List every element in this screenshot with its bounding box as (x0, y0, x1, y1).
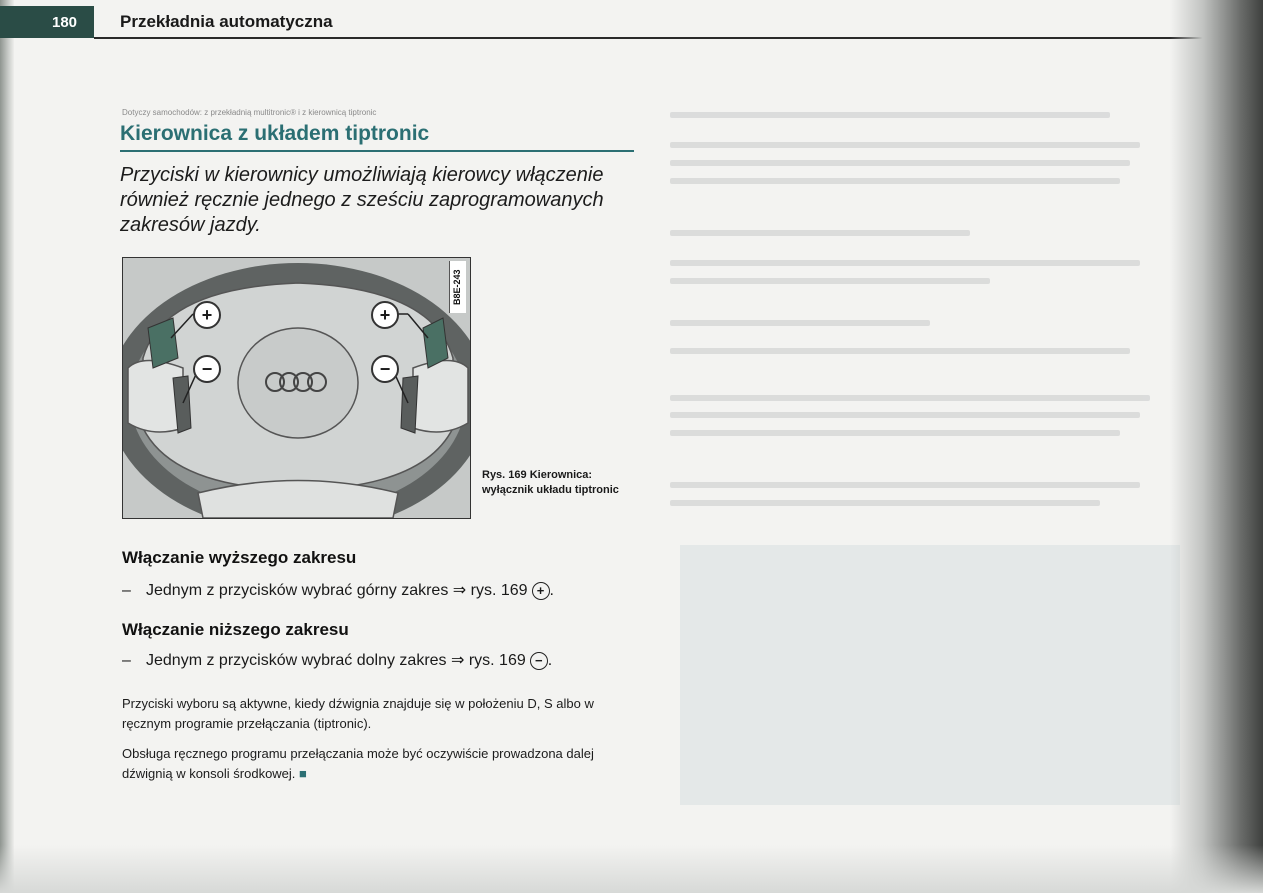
page-number: 180 (52, 14, 78, 31)
plus-symbol-icon: + (532, 582, 550, 600)
page-binding-shadow (0, 0, 14, 893)
downshift-step-text: Jednym z przycisków wybrać dolny zakres ⇒ rys. 169 (146, 652, 526, 669)
figure-code-text: B8E-243 (452, 269, 462, 305)
paragraph-active-buttons: Przyciski wyboru są aktywne, kiedy dźwignia znajduje się w położeniu D, S albo w ręcznym programie przełączania (tiptronic). (122, 696, 594, 731)
figure-code (449, 261, 466, 313)
bleed-through-text (670, 90, 1190, 810)
upshift-heading: Włączanie wyższego zakresu (122, 548, 357, 567)
downshift-step: – Jednym z przycisków wybrać dolny zakres ⇒ rys. 169 − . (122, 652, 553, 669)
figure-caption (482, 468, 632, 498)
upshift-step: – Jednym z przycisków wybrać górny zakres ⇒ rys. 169 + . (122, 582, 554, 599)
caption-text: Kierownica: wyłącznik układu tiptronic (482, 469, 619, 496)
steering-wheel-figure (122, 257, 471, 519)
section-title: Kierownica z układem tiptronic (120, 122, 430, 145)
page-bottom-shadow (0, 845, 1263, 893)
page-number-box (0, 6, 94, 38)
page-edge-shadow (1170, 0, 1263, 893)
list-dash: – (122, 582, 131, 599)
section-intro: Przyciski w kierownicy umożliwiają kierowcy włączenie również ręcznie jednego z sześciu zaprogramowanych zakresów jazdy. (120, 164, 604, 236)
section-rule (120, 150, 634, 152)
header-rule (94, 37, 1224, 39)
plus-callout-right: + (371, 301, 399, 329)
minus-symbol-icon: − (530, 652, 548, 670)
steering-wheel-illustration (123, 258, 470, 518)
minus-callout-right: − (371, 355, 399, 383)
upshift-step-text: Jednym z przycisków wybrać górny zakres ⇒ rys. 169 (146, 582, 528, 599)
applicability-note: Dotyczy samochodów: z przekładnią multitronic® i z kierownicą tiptronic (122, 108, 377, 117)
list-dash: – (122, 652, 131, 669)
paragraph-lever-operation (122, 744, 642, 784)
minus-callout-left: − (193, 355, 221, 383)
paragraph-lever-text: Obsługa ręcznego programu przełączania może być oczywiście prowadzona dalej dźwignią w konsoli środkowej. (122, 746, 594, 781)
caption-number: Rys. 169 (482, 469, 527, 481)
downshift-heading: Włączanie niższego zakresu (122, 620, 349, 639)
chapter-title: Przekładnia automatyczna (120, 12, 333, 31)
end-mark: ■ (299, 766, 307, 781)
plus-callout-left: + (193, 301, 221, 329)
